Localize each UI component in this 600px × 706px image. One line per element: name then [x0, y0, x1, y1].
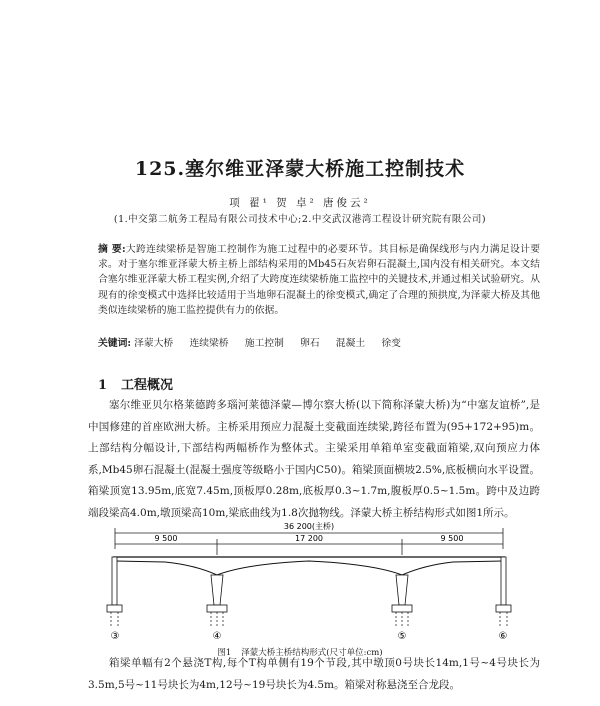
figure-number: 图1 [217, 648, 232, 658]
paper-authors: 项 翟¹ 贺 卓² 唐俊云² [229, 197, 371, 209]
span-mid-label: 17 200 [295, 534, 323, 543]
section-title: 工程概况 [121, 378, 174, 393]
pier-label: ⑤ [397, 631, 407, 640]
keyword: 卵石 [300, 338, 320, 349]
section-number: 1 [98, 378, 108, 393]
pier-6 [501, 557, 506, 605]
pile-cap [107, 605, 122, 612]
abstract-text: 大跨连续梁桥是智施工控制作为施工过程中的必要环节。其目标是确保线形与内力满足设计要求。对于塞尔维亚泽蒙大桥主桥上部结构采用的Mb45石灰岩卵石混凝土,国内没有相关研究。本文结合塞尔维亚泽蒙大桥工程实例,介绍了大跨度连续梁桥施工监控中的关键技术,并通过相关试验研究。从现有的徐变模式中选择比较适用于当地卵石混凝土的徐变模式,确定了合理的预拱度,为泽蒙大桥及其他类似连续梁桥的施工监控提供有力的依据。 [98, 244, 541, 316]
figure-caption-text: 泽蒙大桥主桥结构形式(尺寸单位:cm) [241, 648, 383, 658]
paragraph: 箱梁单幅有2个悬浇T构,每个T构单侧有19个节段,其中墩顶0号块长14m,1号~4号块长为3.5m,5号~11号块长为4m,12号~19号块长为4.5m。箱梁对称悬浇至合龙段。 [88, 657, 540, 691]
section-heading [98, 374, 173, 393]
pier-label: ⑥ [498, 631, 508, 640]
pile-cap [207, 605, 227, 612]
keyword: 连续梁桥 [189, 338, 229, 349]
girder-soffit [115, 561, 503, 575]
keyword: 徐变 [381, 338, 401, 349]
pier-label: ③ [110, 631, 120, 640]
pier-5 [396, 575, 408, 605]
keyword: 泽蒙大桥 [134, 338, 174, 349]
pile-cap [392, 605, 412, 612]
pier-3 [112, 557, 117, 605]
keyword: 混凝土 [335, 338, 366, 349]
pile-cap [496, 605, 511, 612]
paper-title: 125.塞尔维亚泽蒙大桥施工控制技术 [134, 158, 466, 180]
piles [111, 612, 507, 627]
keywords [98, 336, 540, 351]
total-dimension-label: 36 200(主桥) [283, 522, 335, 531]
bridge-elevation-figure [95, 515, 525, 640]
abstract-label: 摘 要: [98, 244, 126, 255]
abstract [98, 242, 540, 318]
pier-label: ④ [212, 631, 222, 640]
paper-affiliation: (1.中交第二航务工程局有限公司技术中心;2.中交武汉港湾工程设计研究院有限公司) [113, 214, 487, 225]
pier-4 [211, 575, 223, 605]
span-right-label: 9 500 [440, 534, 464, 543]
paragraph: 塞尔维亚贝尔格莱德跨多瑙河莱德泽蒙—博尔察大桥(以下简称泽蒙大桥)为“中塞友谊桥”,是中国修建的首座欧洲大桥。主桥采用预应力混凝土变截面连续梁,跨径布置为(95+172+95)m。上部结构分幅设计,下部结构两幅桥作为整体式。主梁采用单箱单室变截面箱梁,双向预应力体系,Mb45卵石混凝土(混凝土强度等级略小于国内C50)。箱梁顶面横坡2.5%,底板横向水平设置。箱梁顶宽13.95m,底宽7.45m,顶板厚0.28m,底板厚0.3~1.7m,腹板厚0.5~1.5m。跨中及边跨端段梁高4.0m,墩顶梁高10m,梁底曲线为1.8次抛物线。泽蒙大桥主桥结构形式如图1所示。 [88, 399, 540, 519]
span-left-label: 9 500 [154, 534, 178, 543]
keywords-label: 关键词: [98, 338, 132, 349]
keyword: 施工控制 [244, 338, 284, 349]
